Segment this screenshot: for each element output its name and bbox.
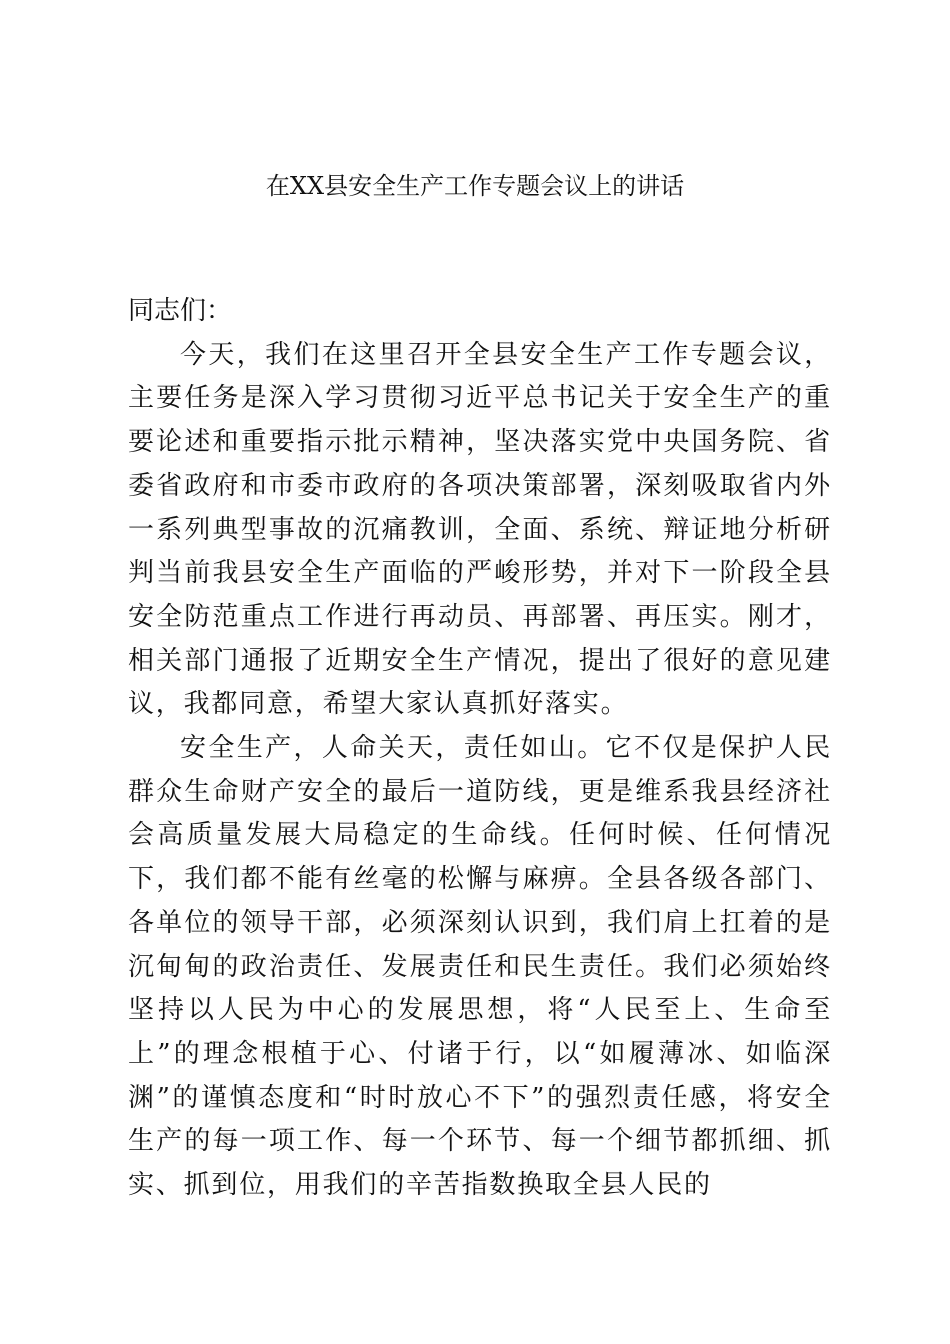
document-title: 在XX县安全生产工作专题会议上的讲话 [265,172,685,200]
salutation: 同志们： [128,296,233,326]
document-body [128,290,832,1208]
paragraph-1: 今天，我们在这里召开全县安全生产工作专题会议，主要任务是深入学习贯彻习近平总书记关于安全生产的重要论述和重要指示批示精神，坚决落实党中央国务院、省委省政府和市委市政府的各项决策部署，深刻吸取省内外一系列典型事故的沉痛教训，全面、系统、辩证地分析研判当前我县安全生产面临的严峻形势，并对下一阶段全县安全防范重点工作进行再动员、再部署、再压实。刚才，相关部门通报了近期安全生产情况，提出了很好的意见建议，我都同意，希望大家认真抓好落实。 [128,339,832,720]
paragraph-2: 安全生产，人命关天，责任如山。它不仅是保护人民群众生命财产安全的最后一道防线，更是维系我县经济社会高质量发展大局稳定的生命线。任何时候、任何情况下，我们都不能有丝毫的松懈与麻痹。全县各级各部门、各单位的领导干部，必须深刻认识到，我们肩上扛着的是沉甸甸的政治责任、发展责任和民生责任。我们必须始终坚持以人民为中心的发展思想，将“人民至上、生命至上”的理念根植于心、付诸于行，以“如履薄冰、如临深渊”的谨慎态度和“时时放心不下”的强烈责任感，将安全生产的每一项工作、每一个环节、每一个细节都抓细、抓实、抓到位，用我们的辛苦指数换取全县人民的 [128,733,832,1201]
